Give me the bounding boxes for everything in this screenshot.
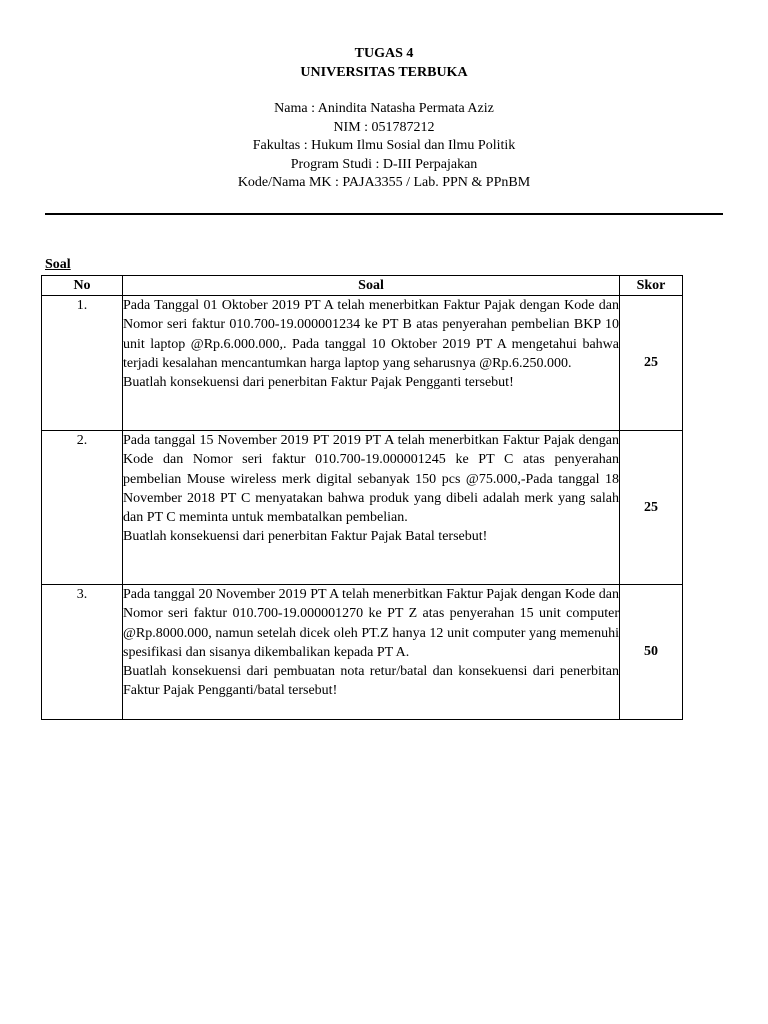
identity-course: Kode/Nama MK : PAJA3355 / Lab. PPN & PPnBM <box>237 175 531 190</box>
table-header-row <box>42 276 683 296</box>
question-score: 25 <box>620 431 683 585</box>
assignment-title: TUGAS 4 <box>354 46 414 61</box>
question-number: 2. <box>42 431 123 585</box>
question-text <box>123 296 620 431</box>
column-header-skor: Skor <box>620 276 683 296</box>
question-instruction: Buatlah konsekuensi dari penerbitan Faktur Pajak Batal tersebut! <box>123 529 488 545</box>
institution-name: UNIVERSITAS TERBUKA <box>300 65 468 80</box>
question-body: Pada tanggal 15 November 2019 PT 2019 PT A telah menerbitkan Faktur Pajak dengan Kode dan Nomor seri faktur 010.700-19.000001245 ke PT C atas penyerahan pembelian Mouse wireless merk digital sebanyak 150 pcs @75.000,-Pada tanggal 18 November 2018 PT C menyatakan bahwa produk yang dibeli adalah merk yang salah dan PT C meminta untuk membatalkan pembelian. <box>123 433 619 526</box>
section-label: Soal <box>45 257 71 272</box>
column-header-soal: Soal <box>123 276 620 296</box>
identity-faculty: Fakultas : Hukum Ilmu Sosial dan Ilmu Politik <box>252 138 516 153</box>
header-divider <box>45 213 723 215</box>
question-instruction: Buatlah konsekuensi dari pembuatan nota retur/batal dan konsekuensi dari penerbitan Faktur Pajak Pengganti/batal tersebut! <box>123 664 619 699</box>
identity-nim: NIM : 051787212 <box>333 119 435 135</box>
identity-name: Nama : Anindita Natasha Permata Aziz <box>274 101 494 116</box>
question-text <box>123 585 620 720</box>
table-row <box>42 296 683 431</box>
question-number: 3. <box>42 585 123 720</box>
identity-program: Program Studi : D-III Perpajakan <box>290 156 478 172</box>
question-body: Pada tanggal 20 November 2019 PT A telah menerbitkan Faktur Pajak dengan Kode dan Nomor seri faktur 010.700-19.000001270 ke PT Z atas penyerahan 15 unit computer @Rp.8000.000, namun setelah dicek oleh PT.Z hanya 12 unit computer yang memenuhi spesifikasi dan sisanya dikembalikan kepada PT A. <box>123 587 619 660</box>
question-body: Pada Tanggal 01 Oktober 2019 PT A telah menerbitkan Faktur Pajak dengan Kode dan Nomor seri faktur 010.700-19.000001234 ke PT B atas penyerahan pembelian BKP 10 unit laptop @Rp.6.000.000,. Pada tanggal 10 Oktober 2019 PT A mengetahui bahwa terjadi kesalahan mencantumkan harga laptop yang seharusnya @Rp.6.250.000. <box>123 298 619 371</box>
document-header <box>0 44 768 193</box>
question-number: 1. <box>42 296 123 431</box>
question-score: 25 <box>620 296 683 431</box>
table-row <box>42 585 683 720</box>
question-score: 50 <box>620 585 683 720</box>
table-row <box>42 431 683 585</box>
question-text <box>123 431 620 585</box>
question-instruction: Buatlah konsekuensi dari penerbitan Faktur Pajak Pengganti tersebut! <box>123 375 514 391</box>
column-header-no: No <box>42 276 123 296</box>
student-identity <box>0 100 768 193</box>
questions-table <box>41 275 683 720</box>
